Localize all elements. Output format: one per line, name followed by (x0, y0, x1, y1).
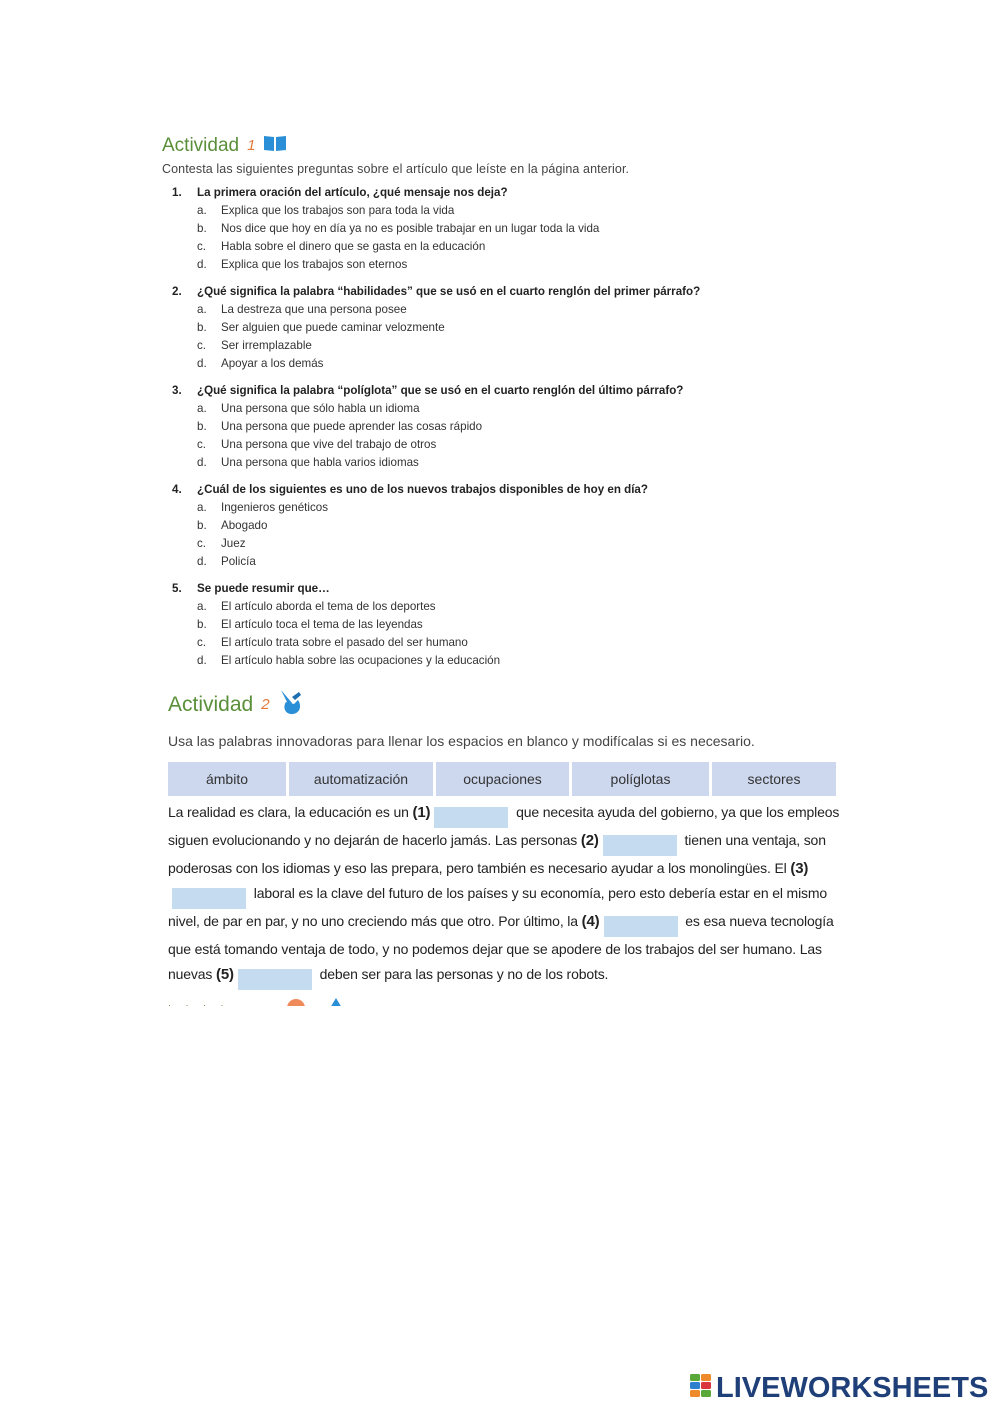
option-list (197, 400, 862, 472)
option-3a[interactable]: a. Una persona que sólo habla un idioma (197, 402, 420, 415)
question-3 (172, 382, 862, 472)
option-list (197, 301, 862, 373)
question-text: Se puede resumir que… (197, 582, 330, 595)
blank-input-5[interactable] (238, 969, 312, 990)
activity-2-number: 2 (261, 696, 270, 713)
blank-input-2[interactable] (603, 835, 677, 856)
blank-input-3[interactable] (172, 888, 246, 909)
question-number: 2. (172, 285, 182, 298)
option-1a[interactable]: a. Explica que los trabajos son para toda la vida (197, 204, 455, 217)
option-3d[interactable]: d. Una persona que habla varios idiomas (197, 456, 419, 469)
option-4d[interactable]: d. Policía (197, 555, 256, 568)
activity-1-title: Actividad (162, 134, 240, 156)
option-4b[interactable]: b. Abogado (197, 519, 268, 532)
option-5a[interactable]: a. El artículo aborda el tema de los deportes (197, 600, 436, 613)
word-bank-item: sectores (712, 762, 836, 796)
activity-2-heading (168, 688, 848, 721)
blank-marker-2: (2) (580, 832, 599, 849)
question-number: 5. (172, 582, 182, 595)
option-5d[interactable]: d. El artículo habla sobre las ocupaciones y la educación (197, 654, 501, 667)
option-5b[interactable]: b. El artículo toca el tema de las leyendas (197, 618, 423, 631)
question-2 (172, 283, 862, 373)
question-number: 1. (172, 186, 182, 199)
fill-in-passage: La realidad es clara, la educación es un (1) que necesita ayuda del gobierno, ya que los empleos siguen evolucionando y no dejarán de hacerlo jamás. Las personas (2) tienen una ventaja, son poderosas con los idiomas y eso las prepara, pero también es necesario ayudar a los monolingües. El (3) laboral es la clave del futuro de los países y su economía, pero esto debería estar en el mismo nivel, de par en par, y no uno creciendo más que otro. Por último, la (4) es esa nueva tecnología que está tomando ventaja de todo, y no podemos dejar que se apodere de los trabajos del ser humano. Las nuevas (5) deben ser para las personas y no de los robots. (168, 800, 846, 990)
question-5 (172, 580, 862, 670)
activity-1-heading (162, 134, 862, 157)
open-book-icon (263, 134, 287, 157)
cropped-icons (280, 996, 350, 1006)
blank-input-1[interactable] (434, 807, 508, 828)
option-3c[interactable]: c. Una persona que vive del trabajo de otros (197, 438, 437, 451)
question-number: 3. (172, 384, 182, 397)
liveworksheets-logo-icon (690, 1374, 712, 1403)
word-bank-item: ocupaciones (436, 762, 569, 796)
option-list (197, 598, 862, 670)
option-list (197, 499, 862, 571)
word-bank-item: ámbito (168, 762, 286, 796)
activity-2 (168, 688, 848, 990)
option-4a[interactable]: a. Ingenieros genéticos (197, 501, 328, 514)
option-list (197, 202, 862, 274)
blank-marker-1: (1) (412, 804, 431, 821)
blank-input-4[interactable] (604, 916, 678, 937)
activity-1-instructions: Contesta las siguientes preguntas sobre el artículo que leíste en la página anterior. (162, 162, 630, 176)
option-4c[interactable]: c. Juez (197, 537, 246, 550)
writing-hand-icon (278, 688, 304, 721)
option-1c[interactable]: c. Habla sobre el dinero que se gasta en la educación (197, 240, 486, 253)
brand-footer (690, 1372, 988, 1405)
blank-marker-5: (5) (215, 965, 234, 983)
word-bank (168, 762, 842, 796)
question-number: 4. (172, 483, 182, 496)
word-bank-item: políglotas (572, 762, 709, 796)
question-text: ¿Qué significa la palabra “políglota” que se usó en el cuarto renglón del último párrafo? (197, 384, 684, 397)
question-list (172, 184, 862, 670)
option-1d[interactable]: d. Explica que los trabajos son eternos (197, 258, 408, 271)
option-2d[interactable]: d. Apoyar a los demás (197, 357, 324, 370)
word-bank-item: automatización (289, 762, 433, 796)
option-3b[interactable]: b. Una persona que puede aprender las cosas rápido (197, 420, 483, 433)
option-2c[interactable]: c. Ser irremplazable (197, 339, 312, 352)
question-text: ¿Qué significa la palabra “habilidades” que se usó en el cuarto renglón del primer párrafo? (197, 285, 701, 298)
option-5c[interactable]: c. El artículo trata sobre el pasado del ser humano (197, 636, 468, 649)
activity-1-number: 1 (247, 137, 256, 154)
activity-2-title: Actividad (168, 692, 254, 716)
question-1 (172, 184, 862, 274)
blank-marker-3: (3) (790, 860, 809, 877)
question-text: La primera oración del artículo, ¿qué mensaje nos deja? (197, 186, 508, 199)
option-1b[interactable]: b. Nos dice que hoy en día ya no es posible trabajar en un lugar toda la vida (197, 222, 600, 235)
question-text: ¿Cuál de los siguientes es uno de los nuevos trabajos disponibles de hoy en día? (197, 483, 648, 496)
brand-name: LIVEWORKSHEETS (716, 1372, 989, 1404)
option-2b[interactable]: b. Ser alguien que puede caminar velozmente (197, 321, 445, 334)
question-4 (172, 481, 862, 571)
blank-marker-4: (4) (581, 913, 600, 931)
activity-2-instructions: Usa las palabras innovadoras para llenar los espacios en blanco y modifícalas si es necesario. (168, 733, 755, 749)
cropped-next-heading: · · · · (168, 994, 368, 1006)
option-2a[interactable]: a. La destreza que una persona posee (197, 303, 407, 316)
activity-1 (162, 134, 862, 679)
